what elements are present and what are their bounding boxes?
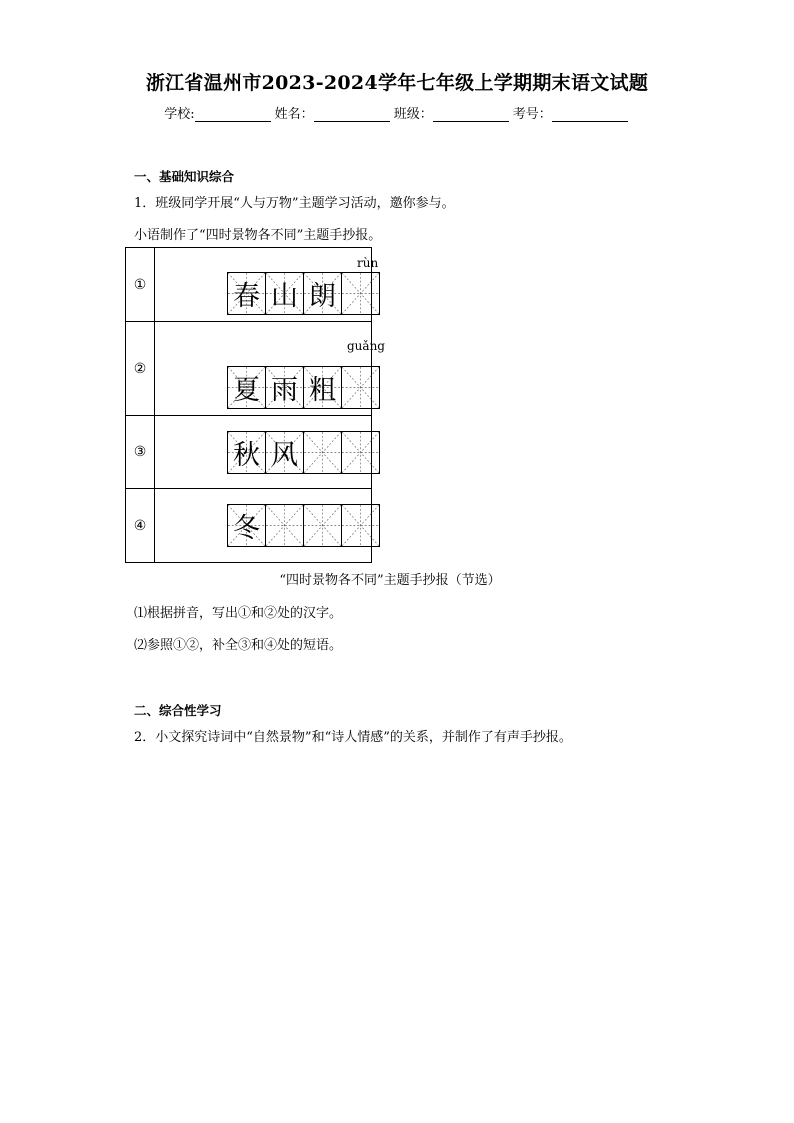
name-label: 姓名： bbox=[274, 107, 314, 122]
tianzige-cell bbox=[227, 366, 266, 409]
row-content bbox=[155, 416, 372, 489]
tianzige-cell-answer[interactable] bbox=[265, 504, 304, 547]
handout-table bbox=[125, 247, 385, 563]
table-row bbox=[126, 248, 372, 322]
box-char: 风 bbox=[271, 440, 298, 471]
row-number: ① bbox=[126, 248, 155, 322]
tianzige-cell-answer[interactable] bbox=[303, 504, 342, 547]
box-char: 春 bbox=[233, 281, 260, 312]
sub-question-1: ⑴根据拼音，写出①和②处的汉字。 bbox=[134, 606, 343, 621]
pinyin-label: rùn bbox=[357, 256, 379, 270]
row-number: ③ bbox=[126, 416, 155, 489]
pinyin-label: guǎng bbox=[347, 339, 385, 353]
box-char: 秋 bbox=[233, 440, 260, 471]
section1-heading: 一、基础知识综合 bbox=[134, 169, 235, 184]
page-title: 浙江省温州市2023-2024学年七年级上学期期末语文试题 bbox=[145, 72, 649, 94]
box-char bbox=[304, 505, 341, 546]
tianzige-cell-answer[interactable] bbox=[341, 504, 380, 547]
box-char bbox=[342, 432, 379, 473]
tianzige-cell bbox=[227, 272, 266, 315]
student-info-line bbox=[0, 103, 794, 122]
question-1: 1．班级同学开展“人与万物”主题学习活动，邀你参与。 bbox=[134, 196, 455, 211]
tianzige-cell-answer[interactable] bbox=[341, 431, 380, 474]
tianzige-cell-answer[interactable] bbox=[341, 366, 380, 409]
row-content bbox=[155, 248, 379, 322]
box-char: 山 bbox=[271, 281, 298, 312]
tianzige-cell bbox=[227, 504, 266, 547]
class-blank bbox=[433, 107, 509, 122]
box-char: 雨 bbox=[271, 375, 298, 406]
section2-heading: 二、综合性学习 bbox=[134, 703, 222, 718]
number-label: 考号： bbox=[512, 107, 552, 122]
question-2: 2．小文探究诗词中“自然景物”和“诗人情感”的关系，并制作了有声手抄报。 bbox=[134, 730, 572, 745]
char-boxes bbox=[227, 431, 380, 474]
class-label: 班级： bbox=[393, 107, 433, 122]
box-char bbox=[266, 505, 303, 546]
box-char bbox=[342, 505, 379, 546]
tianzige-cell bbox=[303, 366, 342, 409]
box-char bbox=[342, 273, 379, 314]
tianzige-cell-answer[interactable] bbox=[303, 431, 342, 474]
tianzige-cell bbox=[227, 431, 266, 474]
school-label: 学校: bbox=[164, 107, 195, 122]
row-content bbox=[155, 322, 385, 416]
box-char bbox=[342, 367, 379, 408]
box-char: 冬 bbox=[233, 513, 260, 544]
tianzige-cell-answer[interactable] bbox=[341, 272, 380, 315]
row-number: ② bbox=[126, 322, 155, 416]
row-content bbox=[155, 489, 372, 563]
school-blank bbox=[195, 107, 271, 122]
char-boxes bbox=[227, 272, 380, 315]
box-char bbox=[304, 432, 341, 473]
tianzige-cell bbox=[265, 431, 304, 474]
row-number: ④ bbox=[126, 489, 155, 563]
table-row bbox=[126, 416, 372, 489]
box-char: 夏 bbox=[233, 375, 260, 406]
table-caption: “四时景物各不同”主题手抄报（节选） bbox=[279, 573, 501, 588]
table-row bbox=[126, 322, 372, 416]
tianzige-cell bbox=[265, 366, 304, 409]
table-row bbox=[126, 489, 372, 563]
name-blank bbox=[314, 107, 390, 122]
question-1-intro: 小语制作了“四时景物各不同”主题手抄报。 bbox=[134, 228, 382, 243]
sub-question-2: ⑵参照①②，补全③和④处的短语。 bbox=[134, 638, 343, 653]
tianzige-cell bbox=[265, 272, 304, 315]
box-char: 朗 bbox=[309, 281, 336, 312]
tianzige-cell bbox=[303, 272, 342, 315]
number-blank bbox=[552, 107, 628, 122]
char-boxes bbox=[227, 504, 380, 547]
char-boxes bbox=[227, 366, 380, 409]
box-char: 粗 bbox=[309, 375, 336, 406]
